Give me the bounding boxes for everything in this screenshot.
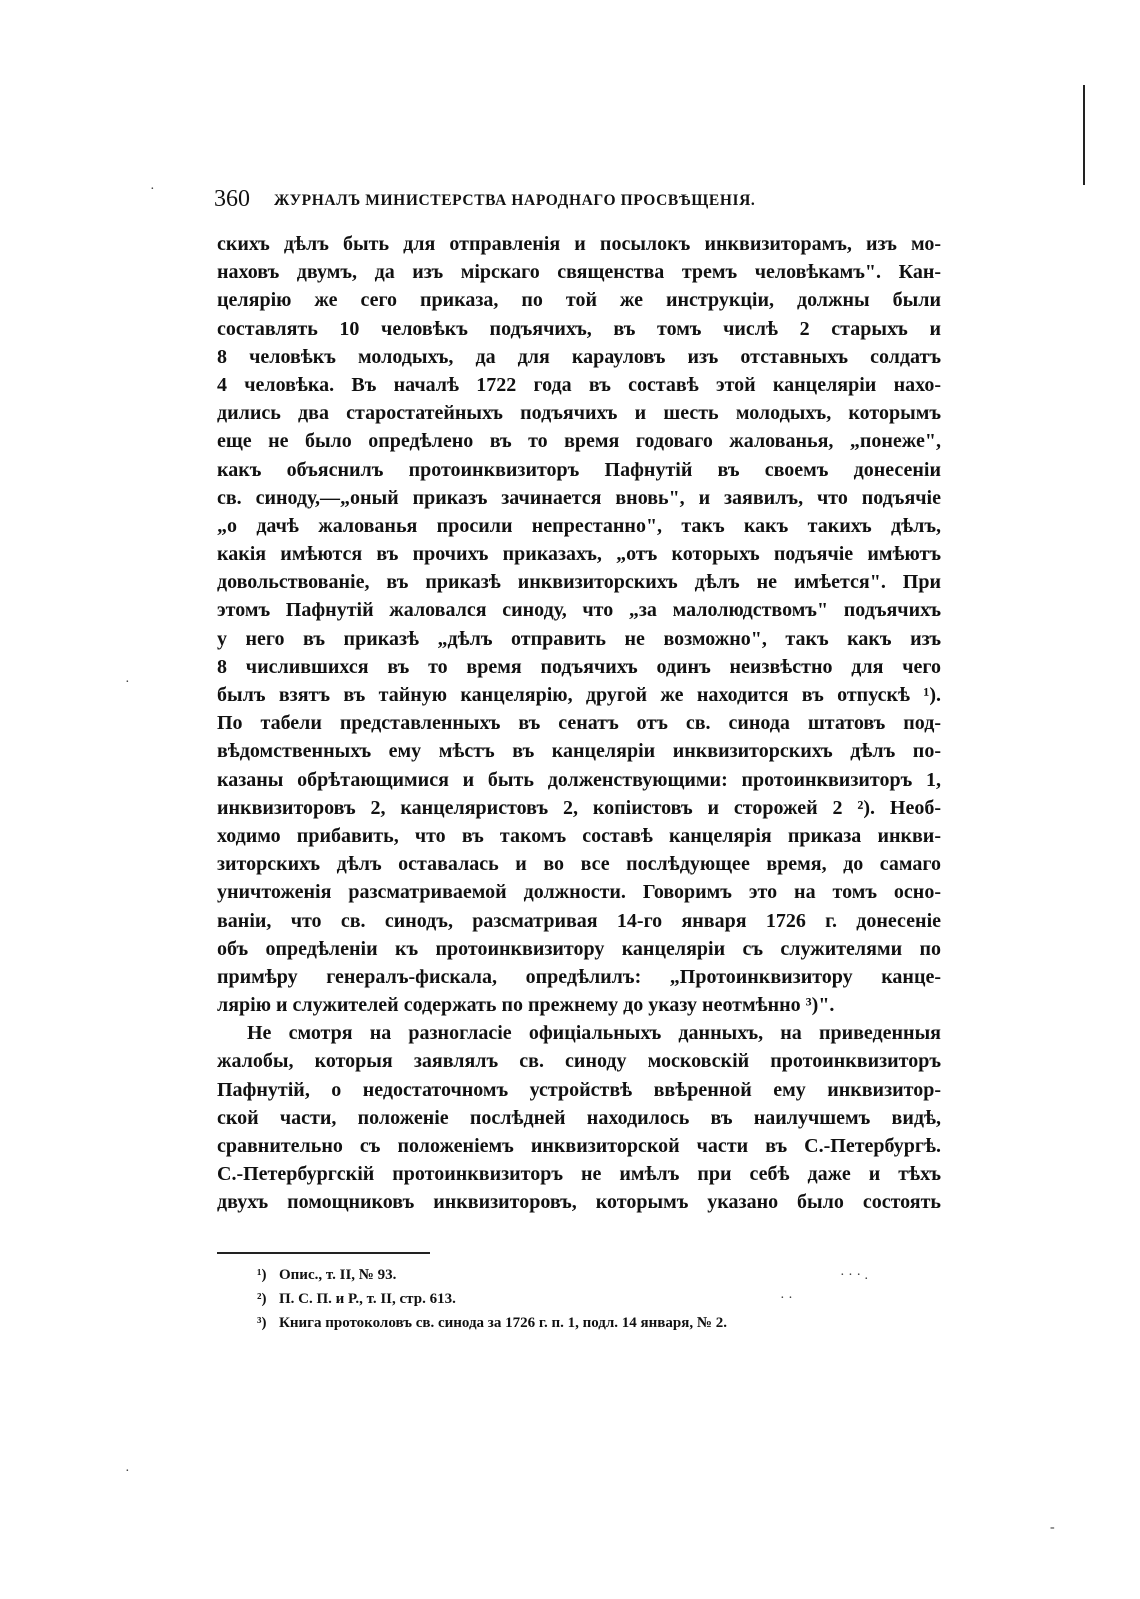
text-line: дились два старостатейныхъ подъячихъ и шесть молодыхъ, которымъ xyxy=(217,402,941,425)
text-line: зиторскихъ дѣлъ оставалась и во все послѣдующее время, до самаго xyxy=(217,853,941,876)
text-line: ходимо прибавить, что въ такомъ составѣ канцелярія приказа инкви- xyxy=(217,824,941,847)
text-line: инквизиторовъ 2, канцеляристовъ 2, копіистовъ и сторожей 2 ²). Необ- xyxy=(217,796,941,819)
footnote-text: Книга протоколовъ св. синода за 1726 г. п. 1, подл. 14 января, № 2. xyxy=(279,1315,727,1331)
footnote-item xyxy=(257,1311,897,1335)
text-line: „о дачѣ жалованья просили непрестанно", такъ какъ такихъ дѣлъ, xyxy=(217,514,941,537)
text-line: св. синоду,—„оный приказъ зачинается вновь", и заявилъ, что подъячіе xyxy=(217,486,941,509)
text-line: 4 человѣка. Въ началѣ 1722 года въ составѣ этой канцеляріи нахо- xyxy=(217,373,941,396)
text-line: казаны обрѣтающимися и быть долженствующими: протоинквизиторъ 1, xyxy=(217,768,941,791)
footnote-text: П. С. П. и Р., т. II, стр. 613. xyxy=(279,1291,456,1307)
text-line: какія имѣются въ прочихъ приказахъ, „отъ которыхъ подъячіе имѣютъ xyxy=(217,543,941,566)
text-line: вѣдомственныхъ ему мѣстъ въ канцеляріи инквизиторскихъ дѣлъ по- xyxy=(217,740,941,763)
text-line: сравнительно съ положеніемъ инквизиторской части въ С.-Петербургѣ. xyxy=(217,1135,941,1157)
scan-speck: · · · . xyxy=(840,1268,868,1283)
text-line: Не смотря на разногласіе офиціальныхъ данныхъ, на приведенныя xyxy=(247,1022,941,1045)
text-line: жалобы, которыя заявлялъ св. синоду московскій протоинквизиторъ xyxy=(217,1050,941,1073)
text-line: С.-Петербургскій протоинквизиторъ не имѣлъ при себѣ даже и тѣхъ xyxy=(217,1163,941,1186)
text-line: примѣру генералъ-фискала, опредѣлилъ: „Протоинквизитору канце- xyxy=(217,965,941,988)
text-line: 8 числившихся въ то время подъячихъ одинъ неизвѣстно для чего xyxy=(217,655,941,678)
text-line: целярію же сего приказа, по той же инструкціи, должны были xyxy=(217,289,941,312)
text-line: ской части, положеніе послѣдней находилось въ наилучшемъ видѣ, xyxy=(217,1106,941,1129)
text-line: двухъ помощниковъ инквизиторовъ, которымъ указано было состоять xyxy=(217,1191,941,1214)
scan-speck: · xyxy=(150,182,155,197)
text-line: еще не было опредѣлено въ то время годоваго жалованья, „понеже", xyxy=(217,430,941,453)
footnote-text: Опис., т. II, № 93. xyxy=(279,1267,397,1283)
scan-speck: · xyxy=(125,1464,130,1479)
text-line: какъ объяснилъ протоинквизиторъ Пафнутій въ своемъ донесеніи xyxy=(217,458,941,481)
text-line: Пафнутій, о недостаточномъ устройствѣ ввѣренной ему инквизитор- xyxy=(217,1078,941,1101)
scan-speck: · xyxy=(125,675,130,690)
footnotes xyxy=(257,1263,897,1335)
footnote-mark: ²) xyxy=(257,1291,267,1307)
text-line: По табели представленныхъ въ сенатъ отъ св. синода штатовъ под- xyxy=(217,712,941,735)
page-number: 360 xyxy=(214,186,250,212)
text-line: 8 человѣкъ молодыхъ, да для карауловъ изъ отставныхъ солдатъ xyxy=(217,345,941,368)
footnote-mark: ³) xyxy=(257,1315,267,1331)
footnote-separator xyxy=(217,1252,430,1254)
scan-speck: - xyxy=(1050,1520,1055,1535)
text-line: лярію и служителей содержать по прежнему до указу неотмѣнно ³)". xyxy=(217,994,835,1017)
text-line: скихъ дѣлъ быть для отправленія и посылокъ инквизиторамъ, изъ мо- xyxy=(217,233,941,255)
page-header xyxy=(214,180,944,220)
text-line: составлять 10 человѣкъ подъячихъ, въ томъ числѣ 2 старыхъ и xyxy=(217,317,941,340)
running-title: ЖУРНАЛЪ МИНИСТЕРСТВА НАРОДНАГО ПРОСВѢЩЕНІЯ. xyxy=(274,192,756,209)
text-line: довольствованіе, въ приказѣ инквизиторскихъ дѣлъ не имѣется". При xyxy=(217,571,941,594)
page-edge-line xyxy=(1083,85,1085,185)
footnote-item xyxy=(257,1287,897,1311)
text-line: былъ взятъ въ тайную канцелярію, другой же находится въ отпускѣ ¹). xyxy=(217,684,941,706)
text-line: у него въ приказѣ „дѣлъ отправить не возможно", такъ какъ изъ xyxy=(217,627,941,650)
footnote-item xyxy=(257,1263,897,1287)
text-line: уничтоженія разсматриваемой должности. Говоримъ это на томъ осно- xyxy=(217,881,941,904)
text-line: объ опредѣленіи къ протоинквизитору канцеляріи съ служителями по xyxy=(217,937,941,960)
scan-speck: · · xyxy=(780,1291,793,1306)
footnote-mark: ¹) xyxy=(257,1267,267,1283)
main-text xyxy=(217,230,941,1217)
text-line: ваніи, что св. синодъ, разсматривая 14-го января 1726 г. донесеніе xyxy=(217,909,941,932)
text-line: наховъ двумъ, да изъ мірскаго священства тремъ человѣкамъ". Кан- xyxy=(217,261,941,284)
text-line: этомъ Пафнутій жаловался синоду, что „за малолюдствомъ" подъячихъ xyxy=(217,599,941,622)
